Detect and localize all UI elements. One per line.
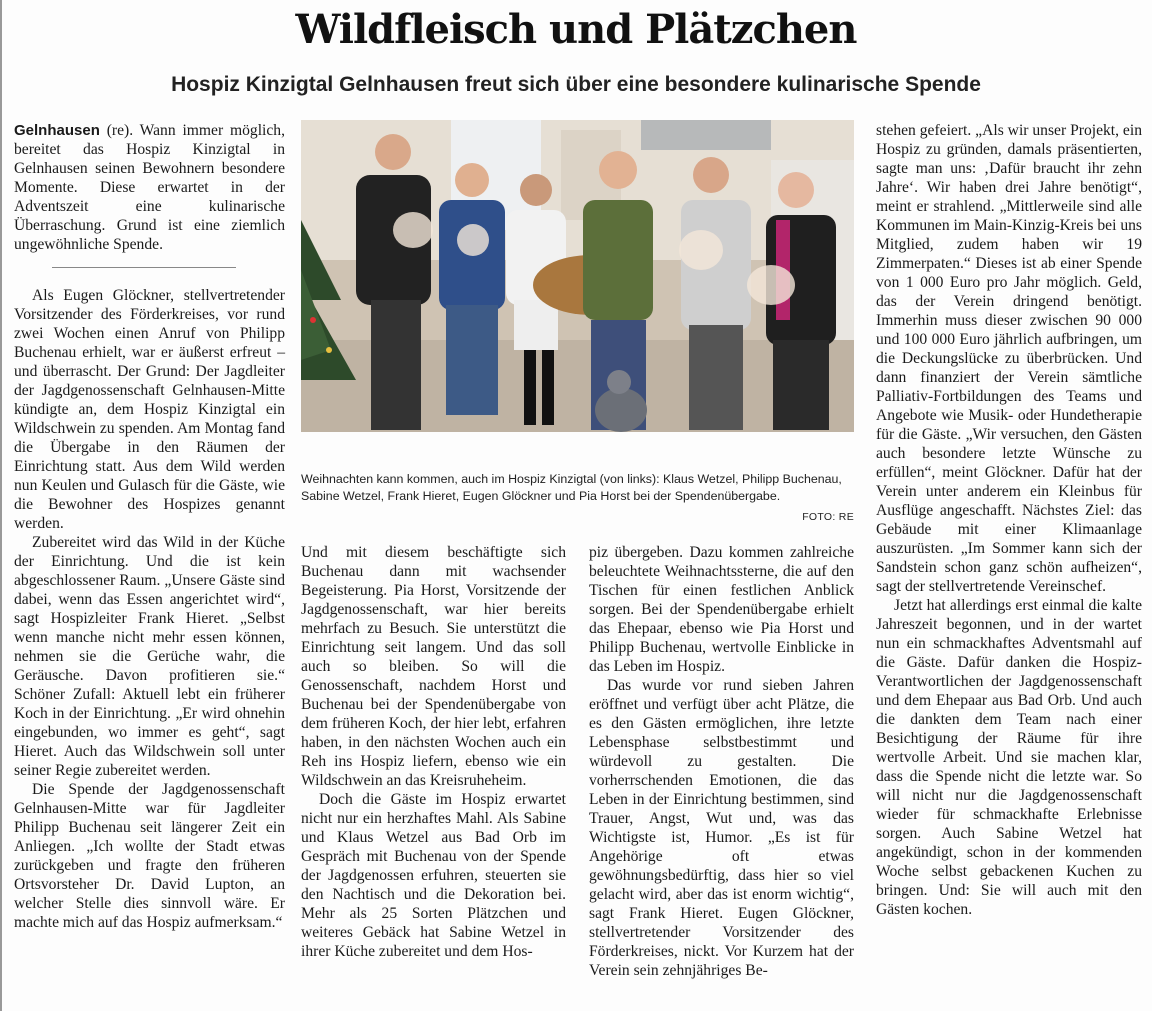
- column-2: [301, 543, 566, 961]
- paragraph: piz übergeben. Dazu kommen zahlreiche beleuchtete Weihnachtssterne, die auf den Tischen für einen festlichen Anblick sorgen. Bei der Spendenübergabe erhielt das Ehepaar, ebenso wie Pia Horst und Philipp Buchenau, wertvolle Einblicke in das Leben im Hospiz.: [589, 544, 854, 675]
- paragraph: Zubereitet wird das Wild in der Küche der Einrichtung. Und die ist kein abgeschlossener Raum. „Unsere Gäste sind dabei, wenn das Essen angerichtet wird“, sagt Hospizleiter Frank Hieret. „Selbst wenn manche nicht mehr essen können, nehmen sie die Gerüche wahr, die Geräusche. Davon profitieren sie.“ Schöner Zufall: Aktuell lebt ein früherer Koch in der Einrichtung. „Er wird ohnehin eingebunden, wo immer es geht“, sagt Hieret. Auch das Wildschwein soll unter seiner Regie zubereitet werden.: [14, 534, 285, 779]
- headline: Wildfleisch und Plätzchen: [295, 6, 857, 53]
- paragraph: stehen gefeiert. „Als wir unser Projekt, ein Hospiz zu gründen, damals präsentierten, sagte man uns: ‚Dafür braucht ihr zehn Jahre‘. Wir haben drei Jahre benötigt“, meint er strahlend. „Mittlerweile sind alle Kommunen im Main-Kinzig-Kreis bei uns Mitglied, zudem haben wir 19 Zimmerpaten.“ Dieses ist ab einer Spende von 1 000 Euro pro Jahr möglich. Geld, das der Verein dringend benötigt. Immerhin muss dieser zwischen 90 000 und 100 000 Euro jährlich aufbringen, um die Deckungslücke zu überbrücken. Und dann finanziert der Verein sämtliche Palliativ-Fortbildungen des Teams und Angebote wie Musik- oder Hundetherapie für die Gäste. „Wir versuchen, den Gästen auch besondere letzte Wünsche zu erfüllen“, meint Glöckner. Dafür hat der Verein unter anderem ein Kleinbus für Ausflüge angeschafft. Nächstes Ziel: das Gebäude mit einer Klimaanlage auszurüsten. „Im Sommer kann sich der Sandstein schon ganz schön aufheizen“, sagt der stellvertretende Vereinschef.: [876, 122, 1142, 595]
- photo-caption: Weihnachten kann kommen, auch im Hospiz Kinzigtal (von links): Klaus Wetzel, Philipp Buchenau, Sabine Wetzel, Frank Hieret, Eugen Glöckner und Pia Horst bei der Spendenübergabe.: [301, 472, 842, 503]
- lead-text: (re). Wann immer möglich, bereitet das Hospiz Kinzigtal in Gelnhausen seinen Bewohnern besondere Momente. Diese erwartet in der Adventszeit eine kulinarische Überraschung. Grund ist eine ziemlich ungewöhnliche Spende.: [14, 122, 285, 253]
- paragraph: Doch die Gäste im Hospiz erwartet nicht nur ein herzhaftes Mahl. Als Sabine und Klaus Wetzel aus Bad Orb im Gespräch mit Buchenau von der Spende der Jagdgenossen erfuhren, steuerten sie den Nachtisch und die Dekoration bei. Mehr als 25 Sorten Plätzchen und weiteres Gebäck hat Sabine Wetzel in ihrer Küche zubereitet und dem Hos-: [301, 791, 566, 960]
- column-1: [14, 121, 285, 254]
- paragraph: Das wurde vor rund sieben Jahren eröffnet und verfügt über acht Plätze, die es den Gästen ermöglichen, ihre letzte Lebensphase selbstbestimmt und würdevoll zu gestalten. Die vorherrschenden Emotionen, die das Leben in der Einrichtung bestimmen, sind Trauer, Angst, Wut und, was das Wichtigste ist, Humor. „Es ist für Angehörige oft etwas gewöhnungsbedürftig, dass hier so viel gelacht wird, aber das ist enorm wichtig“, sagt Frank Hieret. Eugen Glöckner, stellvertretender Vorsitzender des Förderkreises, nickt. Vor Kurzem hat der Verein sein zehnjähriges Be-: [589, 677, 854, 979]
- paragraph: Jetzt hat allerdings erst einmal die kalte Jahreszeit begonnen, und in der wartet nun ein schmackhaftes Adventsmahl auf die Gäste. Dafür danken die Hospiz-Verantwortlichen der Jagdgenossenschaft und dem Ehepaar aus Bad Orb. Und auch die dankten dem Team nach einer Besichtigung der Räume für ihre wertvolle Arbeit. Und sie machen klar, dass die Spende nicht die letzte war. So will nicht nur die Jagdgenossenschaft wieder für schmackhafte Erlebnisse sorgen. Auch Sabine Wetzel hat angekündigt, schon in der kommenden Woche selbst gebackenen Kuchen zu bringen. Und: Sie will auch mit den Gästen kochen.: [876, 597, 1142, 918]
- subheadline: Hospiz Kinzigtal Gelnhausen freut sich über eine besondere kulinarische Spende: [171, 73, 981, 96]
- column-3: [589, 543, 854, 980]
- column-4: [876, 121, 1142, 919]
- paragraph: Und mit diesem beschäftigte sich Buchenau dann mit wachsender Begeisterung. Pia Horst, Vorsitzende der Jagdgenossenschaft, war hier bereits mehrfach zu Besuch. Sie unterstützt die Einrichtung seit langem. Und das soll auch so bleiben. So will die Genossenschaft, nachdem Horst und Buchenau bei der Spendenübergabe von dem früheren Koch, der hier lebt, erfahren haben, in den nächsten Wochen auch ein Reh ins Hospiz liefern, ebenso wie ein Wildschwein an das Kreisruheheim.: [301, 544, 566, 789]
- photo-illustration: [301, 120, 854, 432]
- paragraph: Die Spende der Jagdgenossenschaft Gelnhausen-Mitte war für Jagdleiter Philipp Buchenau seit längerer Zeit ein Anliegen. „Ich wollte der Stadt etwas zurückgeben und fragte den früheren Ortsvorsteher Dr. David Lupton, an welcher Stelle dies sinnvoll wäre. Er machte mich auf das Hospiz aufmerksam.“: [14, 781, 285, 931]
- paragraph: Als Eugen Glöckner, stellvertretender Vorsitzender des Förderkreises, vor rund zwei Wochen einen Anruf von Philipp Buchenau erhielt, war er äußerst erfreut – und überrascht. Der Grund: Der Jagdleiter der Jagdgenossenschaft Gelnhausen-Mitte kündigte an, dem Hospiz Kinzigtal ein Wildschwein zu spenden. Am Montag fand die Übergabe in den Räumen der Einrichtung statt. Aus dem Wild werden nun Keulen und Gulasch für die Gäste, wie die Bewohner des Hospizes genannt werden.: [14, 287, 285, 532]
- page-edge-line: [0, 0, 2, 1011]
- dateline: Gelnhausen: [14, 122, 100, 139]
- lead-paragraph: [14, 121, 285, 254]
- divider-rule: [52, 267, 236, 268]
- article-photo: [301, 120, 854, 432]
- column-1-body: [14, 286, 285, 932]
- photo-credit: FOTO: RE: [802, 511, 854, 523]
